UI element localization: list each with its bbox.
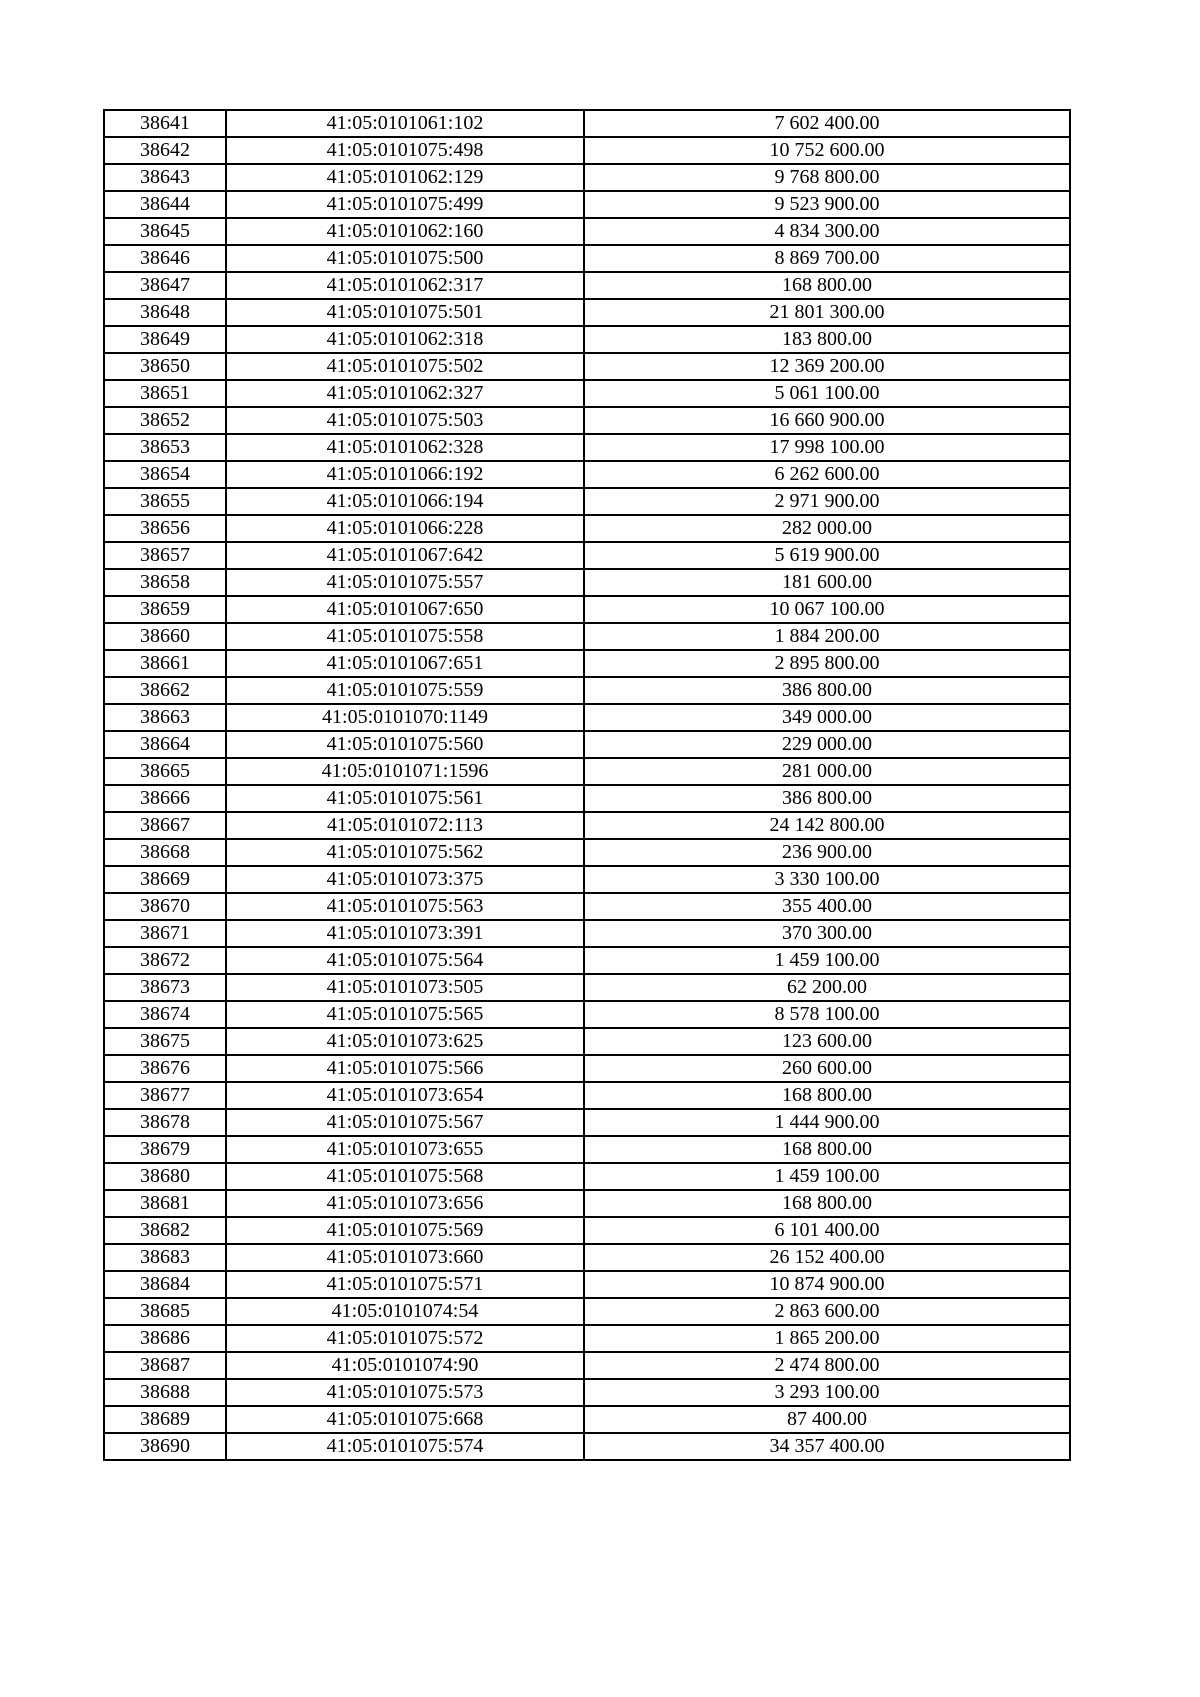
cadastral-value-cell: 8 869 700.00: [584, 245, 1070, 272]
row-number-cell: 38652: [104, 407, 226, 434]
cadastral-number-cell: 41:05:0101075:668: [226, 1406, 584, 1433]
cadastral-value-cell: 168 800.00: [584, 1190, 1070, 1217]
table-row: [104, 1163, 1070, 1190]
cadastral-number-cell: 41:05:0101073:391: [226, 920, 584, 947]
cadastral-value-cell: 168 800.00: [584, 1082, 1070, 1109]
table-row: [104, 650, 1070, 677]
cadastral-value-cell: 2 474 800.00: [584, 1352, 1070, 1379]
cadastral-value-cell: 5 061 100.00: [584, 380, 1070, 407]
row-number-cell: 38646: [104, 245, 226, 272]
cadastral-number-cell: 41:05:0101075:564: [226, 947, 584, 974]
cadastral-number-cell: 41:05:0101075:567: [226, 1109, 584, 1136]
table-row: [104, 326, 1070, 353]
cadastral-value-cell: 12 369 200.00: [584, 353, 1070, 380]
cadastral-value-cell: 168 800.00: [584, 1136, 1070, 1163]
row-number-cell: 38690: [104, 1433, 226, 1460]
cadastral-value-cell: 1 459 100.00: [584, 947, 1070, 974]
table-row: [104, 218, 1070, 245]
cadastral-number-cell: 41:05:0101074:90: [226, 1352, 584, 1379]
cadastral-number-cell: 41:05:0101075:498: [226, 137, 584, 164]
cadastral-number-cell: 41:05:0101062:160: [226, 218, 584, 245]
cadastral-number-cell: 41:05:0101073:660: [226, 1244, 584, 1271]
row-number-cell: 38667: [104, 812, 226, 839]
cadastral-number-cell: 41:05:0101075:562: [226, 839, 584, 866]
row-number-cell: 38649: [104, 326, 226, 353]
cadastral-value-cell: 1 444 900.00: [584, 1109, 1070, 1136]
table-row: [104, 731, 1070, 758]
cadastral-number-cell: 41:05:0101075:571: [226, 1271, 584, 1298]
cadastral-value-cell: 370 300.00: [584, 920, 1070, 947]
cadastral-value-cell: 17 998 100.00: [584, 434, 1070, 461]
cadastral-number-cell: 41:05:0101066:228: [226, 515, 584, 542]
cadastral-number-cell: 41:05:0101072:113: [226, 812, 584, 839]
table-row: [104, 893, 1070, 920]
cadastral-value-cell: 9 768 800.00: [584, 164, 1070, 191]
cadastral-number-cell: 41:05:0101075:503: [226, 407, 584, 434]
table-row: [104, 947, 1070, 974]
table-row: [104, 1001, 1070, 1028]
cadastral-value-cell: 236 900.00: [584, 839, 1070, 866]
cadastral-value-cell: 1 865 200.00: [584, 1325, 1070, 1352]
table-row: [104, 1028, 1070, 1055]
cadastral-value-cell: 10 874 900.00: [584, 1271, 1070, 1298]
cadastral-value-cell: 123 600.00: [584, 1028, 1070, 1055]
cadastral-value-table: [103, 109, 1071, 1461]
row-number-cell: 38676: [104, 1055, 226, 1082]
row-number-cell: 38661: [104, 650, 226, 677]
row-number-cell: 38663: [104, 704, 226, 731]
cadastral-value-cell: 24 142 800.00: [584, 812, 1070, 839]
cadastral-number-cell: 41:05:0101075:565: [226, 1001, 584, 1028]
table-row: [104, 812, 1070, 839]
cadastral-number-cell: 41:05:0101075:559: [226, 677, 584, 704]
row-number-cell: 38642: [104, 137, 226, 164]
cadastral-value-cell: 9 523 900.00: [584, 191, 1070, 218]
row-number-cell: 38686: [104, 1325, 226, 1352]
row-number-cell: 38657: [104, 542, 226, 569]
row-number-cell: 38641: [104, 110, 226, 137]
table-row: [104, 272, 1070, 299]
table-row: [104, 1325, 1070, 1352]
cadastral-value-cell: 10 067 100.00: [584, 596, 1070, 623]
cadastral-number-cell: 41:05:0101075:569: [226, 1217, 584, 1244]
cadastral-value-cell: 87 400.00: [584, 1406, 1070, 1433]
cadastral-number-cell: 41:05:0101070:1149: [226, 704, 584, 731]
row-number-cell: 38669: [104, 866, 226, 893]
cadastral-value-cell: 1 459 100.00: [584, 1163, 1070, 1190]
cadastral-value-cell: 10 752 600.00: [584, 137, 1070, 164]
row-number-cell: 38682: [104, 1217, 226, 1244]
cadastral-value-cell: 260 600.00: [584, 1055, 1070, 1082]
cadastral-number-cell: 41:05:0101075:500: [226, 245, 584, 272]
cadastral-value-cell: 16 660 900.00: [584, 407, 1070, 434]
table-row: [104, 164, 1070, 191]
cadastral-value-cell: 1 884 200.00: [584, 623, 1070, 650]
table-row: [104, 920, 1070, 947]
table-row: [104, 1055, 1070, 1082]
cadastral-number-cell: 41:05:0101073:375: [226, 866, 584, 893]
row-number-cell: 38679: [104, 1136, 226, 1163]
cadastral-number-cell: 41:05:0101075:560: [226, 731, 584, 758]
table-row: [104, 1136, 1070, 1163]
cadastral-value-cell: 349 000.00: [584, 704, 1070, 731]
cadastral-value-cell: 3 330 100.00: [584, 866, 1070, 893]
row-number-cell: 38650: [104, 353, 226, 380]
cadastral-number-cell: 41:05:0101075:558: [226, 623, 584, 650]
table-row: [104, 137, 1070, 164]
cadastral-value-cell: 386 800.00: [584, 785, 1070, 812]
table-row: [104, 299, 1070, 326]
cadastral-value-cell: 2 863 600.00: [584, 1298, 1070, 1325]
table-row: [104, 596, 1070, 623]
cadastral-number-cell: 41:05:0101062:318: [226, 326, 584, 353]
row-number-cell: 38674: [104, 1001, 226, 1028]
table-row: [104, 461, 1070, 488]
table-row: [104, 1433, 1070, 1460]
cadastral-value-cell: 8 578 100.00: [584, 1001, 1070, 1028]
table-row: [104, 353, 1070, 380]
cadastral-number-cell: 41:05:0101074:54: [226, 1298, 584, 1325]
cadastral-number-cell: 41:05:0101067:651: [226, 650, 584, 677]
cadastral-value-cell: 181 600.00: [584, 569, 1070, 596]
cadastral-value-cell: 183 800.00: [584, 326, 1070, 353]
row-number-cell: 38660: [104, 623, 226, 650]
cadastral-number-cell: 41:05:0101075:561: [226, 785, 584, 812]
cadastral-value-cell: 281 000.00: [584, 758, 1070, 785]
row-number-cell: 38659: [104, 596, 226, 623]
cadastral-value-cell: 5 619 900.00: [584, 542, 1070, 569]
cadastral-number-cell: 41:05:0101062:129: [226, 164, 584, 191]
cadastral-value-cell: 6 262 600.00: [584, 461, 1070, 488]
cadastral-number-cell: 41:05:0101075:568: [226, 1163, 584, 1190]
table-row: [104, 407, 1070, 434]
cadastral-number-cell: 41:05:0101062:328: [226, 434, 584, 461]
cadastral-number-cell: 41:05:0101075:574: [226, 1433, 584, 1460]
row-number-cell: 38648: [104, 299, 226, 326]
cadastral-number-cell: 41:05:0101075:566: [226, 1055, 584, 1082]
cadastral-number-cell: 41:05:0101073:656: [226, 1190, 584, 1217]
table-row: [104, 974, 1070, 1001]
row-number-cell: 38680: [104, 1163, 226, 1190]
cadastral-number-cell: 41:05:0101073:505: [226, 974, 584, 1001]
cadastral-number-cell: 41:05:0101075:572: [226, 1325, 584, 1352]
row-number-cell: 38684: [104, 1271, 226, 1298]
table-row: [104, 1109, 1070, 1136]
cadastral-value-cell: 168 800.00: [584, 272, 1070, 299]
cadastral-number-cell: 41:05:0101062:317: [226, 272, 584, 299]
cadastral-value-cell: 386 800.00: [584, 677, 1070, 704]
table-row: [104, 1379, 1070, 1406]
cadastral-value-cell: 2 895 800.00: [584, 650, 1070, 677]
row-number-cell: 38678: [104, 1109, 226, 1136]
table-body: [104, 110, 1070, 1460]
row-number-cell: 38658: [104, 569, 226, 596]
table-row: [104, 569, 1070, 596]
table-row: [104, 1352, 1070, 1379]
cadastral-number-cell: 41:05:0101075:502: [226, 353, 584, 380]
row-number-cell: 38675: [104, 1028, 226, 1055]
table-row: [104, 245, 1070, 272]
cadastral-number-cell: 41:05:0101075:501: [226, 299, 584, 326]
row-number-cell: 38681: [104, 1190, 226, 1217]
cadastral-value-cell: 62 200.00: [584, 974, 1070, 1001]
cadastral-value-cell: 7 602 400.00: [584, 110, 1070, 137]
row-number-cell: 38654: [104, 461, 226, 488]
row-number-cell: 38666: [104, 785, 226, 812]
row-number-cell: 38664: [104, 731, 226, 758]
table-row: [104, 380, 1070, 407]
cadastral-number-cell: 41:05:0101073:655: [226, 1136, 584, 1163]
cadastral-number-cell: 41:05:0101073:625: [226, 1028, 584, 1055]
row-number-cell: 38645: [104, 218, 226, 245]
row-number-cell: 38656: [104, 515, 226, 542]
row-number-cell: 38673: [104, 974, 226, 1001]
row-number-cell: 38643: [104, 164, 226, 191]
cadastral-number-cell: 41:05:0101062:327: [226, 380, 584, 407]
cadastral-number-cell: 41:05:0101061:102: [226, 110, 584, 137]
table-row: [104, 677, 1070, 704]
cadastral-value-cell: 6 101 400.00: [584, 1217, 1070, 1244]
table-row: [104, 785, 1070, 812]
row-number-cell: 38668: [104, 839, 226, 866]
cadastral-number-cell: 41:05:0101067:642: [226, 542, 584, 569]
row-number-cell: 38653: [104, 434, 226, 461]
row-number-cell: 38672: [104, 947, 226, 974]
row-number-cell: 38683: [104, 1244, 226, 1271]
table-row: [104, 704, 1070, 731]
row-number-cell: 38647: [104, 272, 226, 299]
table-row: [104, 191, 1070, 218]
table-row: [104, 866, 1070, 893]
table-row: [104, 434, 1070, 461]
cadastral-value-cell: 229 000.00: [584, 731, 1070, 758]
cadastral-value-cell: 282 000.00: [584, 515, 1070, 542]
table-row: [104, 1082, 1070, 1109]
row-number-cell: 38665: [104, 758, 226, 785]
row-number-cell: 38670: [104, 893, 226, 920]
cadastral-number-cell: 41:05:0101073:654: [226, 1082, 584, 1109]
cadastral-value-cell: 4 834 300.00: [584, 218, 1070, 245]
cadastral-value-cell: 355 400.00: [584, 893, 1070, 920]
row-number-cell: 38685: [104, 1298, 226, 1325]
cadastral-number-cell: 41:05:0101071:1596: [226, 758, 584, 785]
row-number-cell: 38655: [104, 488, 226, 515]
table-row: [104, 542, 1070, 569]
cadastral-number-cell: 41:05:0101075:499: [226, 191, 584, 218]
table-row: [104, 623, 1070, 650]
table-row: [104, 1298, 1070, 1325]
table-row: [104, 1217, 1070, 1244]
cadastral-number-cell: 41:05:0101067:650: [226, 596, 584, 623]
cadastral-value-cell: 34 357 400.00: [584, 1433, 1070, 1460]
row-number-cell: 38688: [104, 1379, 226, 1406]
table-row: [104, 110, 1070, 137]
row-number-cell: 38687: [104, 1352, 226, 1379]
cadastral-number-cell: 41:05:0101066:192: [226, 461, 584, 488]
table-row: [104, 488, 1070, 515]
cadastral-number-cell: 41:05:0101075:557: [226, 569, 584, 596]
table-row: [104, 1271, 1070, 1298]
table-row: [104, 1244, 1070, 1271]
table-row: [104, 515, 1070, 542]
row-number-cell: 38677: [104, 1082, 226, 1109]
cadastral-value-cell: 2 971 900.00: [584, 488, 1070, 515]
cadastral-value-cell: 21 801 300.00: [584, 299, 1070, 326]
table-row: [104, 839, 1070, 866]
cadastral-number-cell: 41:05:0101075:563: [226, 893, 584, 920]
row-number-cell: 38644: [104, 191, 226, 218]
row-number-cell: 38651: [104, 380, 226, 407]
row-number-cell: 38671: [104, 920, 226, 947]
cadastral-value-cell: 26 152 400.00: [584, 1244, 1070, 1271]
cadastral-number-cell: 41:05:0101075:573: [226, 1379, 584, 1406]
table-row: [104, 758, 1070, 785]
row-number-cell: 38662: [104, 677, 226, 704]
table-row: [104, 1190, 1070, 1217]
table-row: [104, 1406, 1070, 1433]
cadastral-number-cell: 41:05:0101066:194: [226, 488, 584, 515]
row-number-cell: 38689: [104, 1406, 226, 1433]
cadastral-value-cell: 3 293 100.00: [584, 1379, 1070, 1406]
